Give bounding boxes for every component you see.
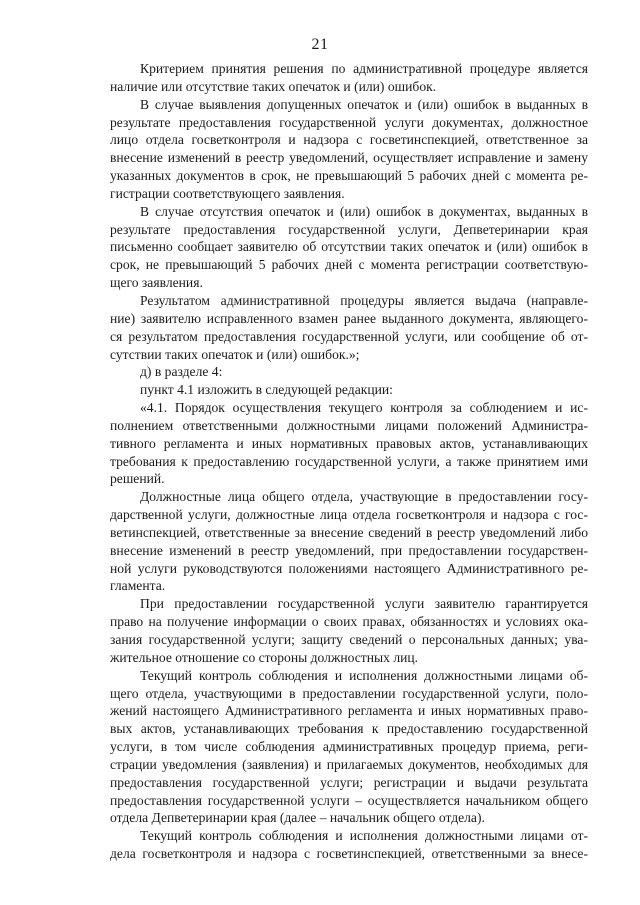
text-line: предоставления государственной услуги – осуществляется начальником общего [110, 792, 588, 808]
text-line: гламента. [110, 578, 166, 594]
paragraph [110, 595, 588, 666]
text-line: внесение изменений в реестр уведомлений, осуществляет исправление и замену [110, 150, 588, 166]
text-line: зания государственной услуги; защиту сведений о персональных данных; ува- [110, 632, 588, 647]
paragraph [110, 381, 588, 399]
text-line: результате предоставления государственной услуги документах, должностное [110, 114, 588, 130]
text-line: указанных документов в срок, не превышающий 5 рабочих дней с момента ре- [110, 168, 588, 184]
text-line: Должностные лица общего отдела, участвующие в предоставлении госу- [140, 489, 588, 505]
paragraph [110, 203, 588, 292]
text-line: ние) заявителю исправленного взамен ранее выданного документа, являющего- [110, 310, 588, 326]
text-line: Критерием принятия решения по административной процедуре является [140, 61, 588, 76]
text-line: наличие или отсутствие таких опечаток и (или) ошибок. [110, 78, 437, 94]
text-line: тивного регламента и иных нормативных правовых актов, устанавливающих [110, 435, 588, 451]
text-line: дела госветконтроля и надзора с госветинспекцией, ответственными за внесе- [110, 846, 588, 862]
text-line: дарственной услуги, должностные лица отдела госветконтроля и надзора с гос- [110, 507, 588, 523]
text-line: Результатом административной процедуры является выдача (направле- [140, 292, 588, 308]
text-line: результате предоставления государственной услуги, Депветеринарии края [110, 221, 588, 237]
text-line: щего отдела, участвующими в предоставлении государственной услуги, поло- [110, 685, 588, 701]
text-line: предоставления государственной услуги; регистрации и выдачи результата [110, 774, 588, 790]
text-line: страции уведомления (заявления) и прилагаемых документов, необходимых для [110, 756, 588, 772]
text-line: внесение изменений в реестр уведомлений, при предоставлении государствен- [110, 542, 588, 558]
text-line: «4.1. Порядок осуществления текущего контроля за соблюдением и ис- [140, 400, 588, 416]
text-line: ся результатом предоставления государственной услуги, или сообщение об от- [110, 328, 588, 344]
text-line: ветинспекцией, ответственные за внесение сведений в реестр уведомлений либо [110, 524, 588, 540]
page-number: 21 [311, 36, 329, 53]
text-line: отдела Депветеринарии края (далее – начальник общего отдела). [110, 810, 485, 826]
text-line: д) в разделе 4: [140, 364, 223, 380]
paragraph [110, 96, 588, 203]
paragraph [110, 488, 588, 595]
text-line: В случае отсутствия опечаток и (или) ошибок в документах, выданных в [140, 203, 588, 219]
paragraph [110, 60, 588, 96]
text-line: Текущий контроль соблюдения и исполнения должностными лицами об- [140, 667, 588, 683]
text-line: сутствии таких опечаток и (или) ошибок.»; [110, 346, 360, 362]
text-line: пункт 4.1 изложить в следующей редакции: [140, 382, 393, 398]
paragraph [110, 827, 588, 863]
text-line: В случае выявления допущенных опечаток и (или) ошибок в выданных в [140, 96, 588, 112]
paragraph [110, 292, 588, 363]
text-line: услуги, в том числе соблюдения административных процедур приема, реги- [110, 739, 588, 755]
paragraph [110, 667, 588, 828]
text-line: гистрации соответствующего заявления. [110, 185, 345, 201]
paragraph [110, 363, 588, 381]
text-line: щего заявления. [110, 275, 203, 291]
text-line: вых актов, устанавливающих требования к предоставлению государственной [110, 721, 588, 737]
text-line: письменно сообщает заявителю об отсутствии таких опечаток и (или) ошибок в [110, 239, 588, 255]
text-line: Текущий контроль соблюдения и исполнения должностными лицами от- [140, 828, 588, 844]
text-line: требования к предоставлению государственной услуги, а также принятием ими [110, 453, 588, 469]
text-line: жений настоящего Административного регламента и иных нормативных право- [110, 703, 588, 719]
text-line: жительное отношение со стороны должностных лиц. [110, 649, 419, 665]
text-line: лицо отдела госветконтроля и надзора с госветинспекцией, ответственное за [110, 132, 588, 148]
document-body [110, 60, 588, 863]
text-line: срок, не превышающий 5 рабочих дней с момента регистрации соответствую- [110, 257, 588, 273]
paragraph [110, 399, 588, 488]
text-line: решений. [110, 471, 165, 487]
text-line: При предоставлении государственной услуги заявителю гарантируется [140, 596, 588, 612]
text-line: право на получение информации о своих правах, обязанностях и условиях ока- [110, 614, 588, 630]
text-line: ной услуги руководствуются положениями настоящего Административного ре- [110, 560, 588, 576]
text-line: полнением ответственными должностными лицами положений Администра- [110, 417, 588, 433]
